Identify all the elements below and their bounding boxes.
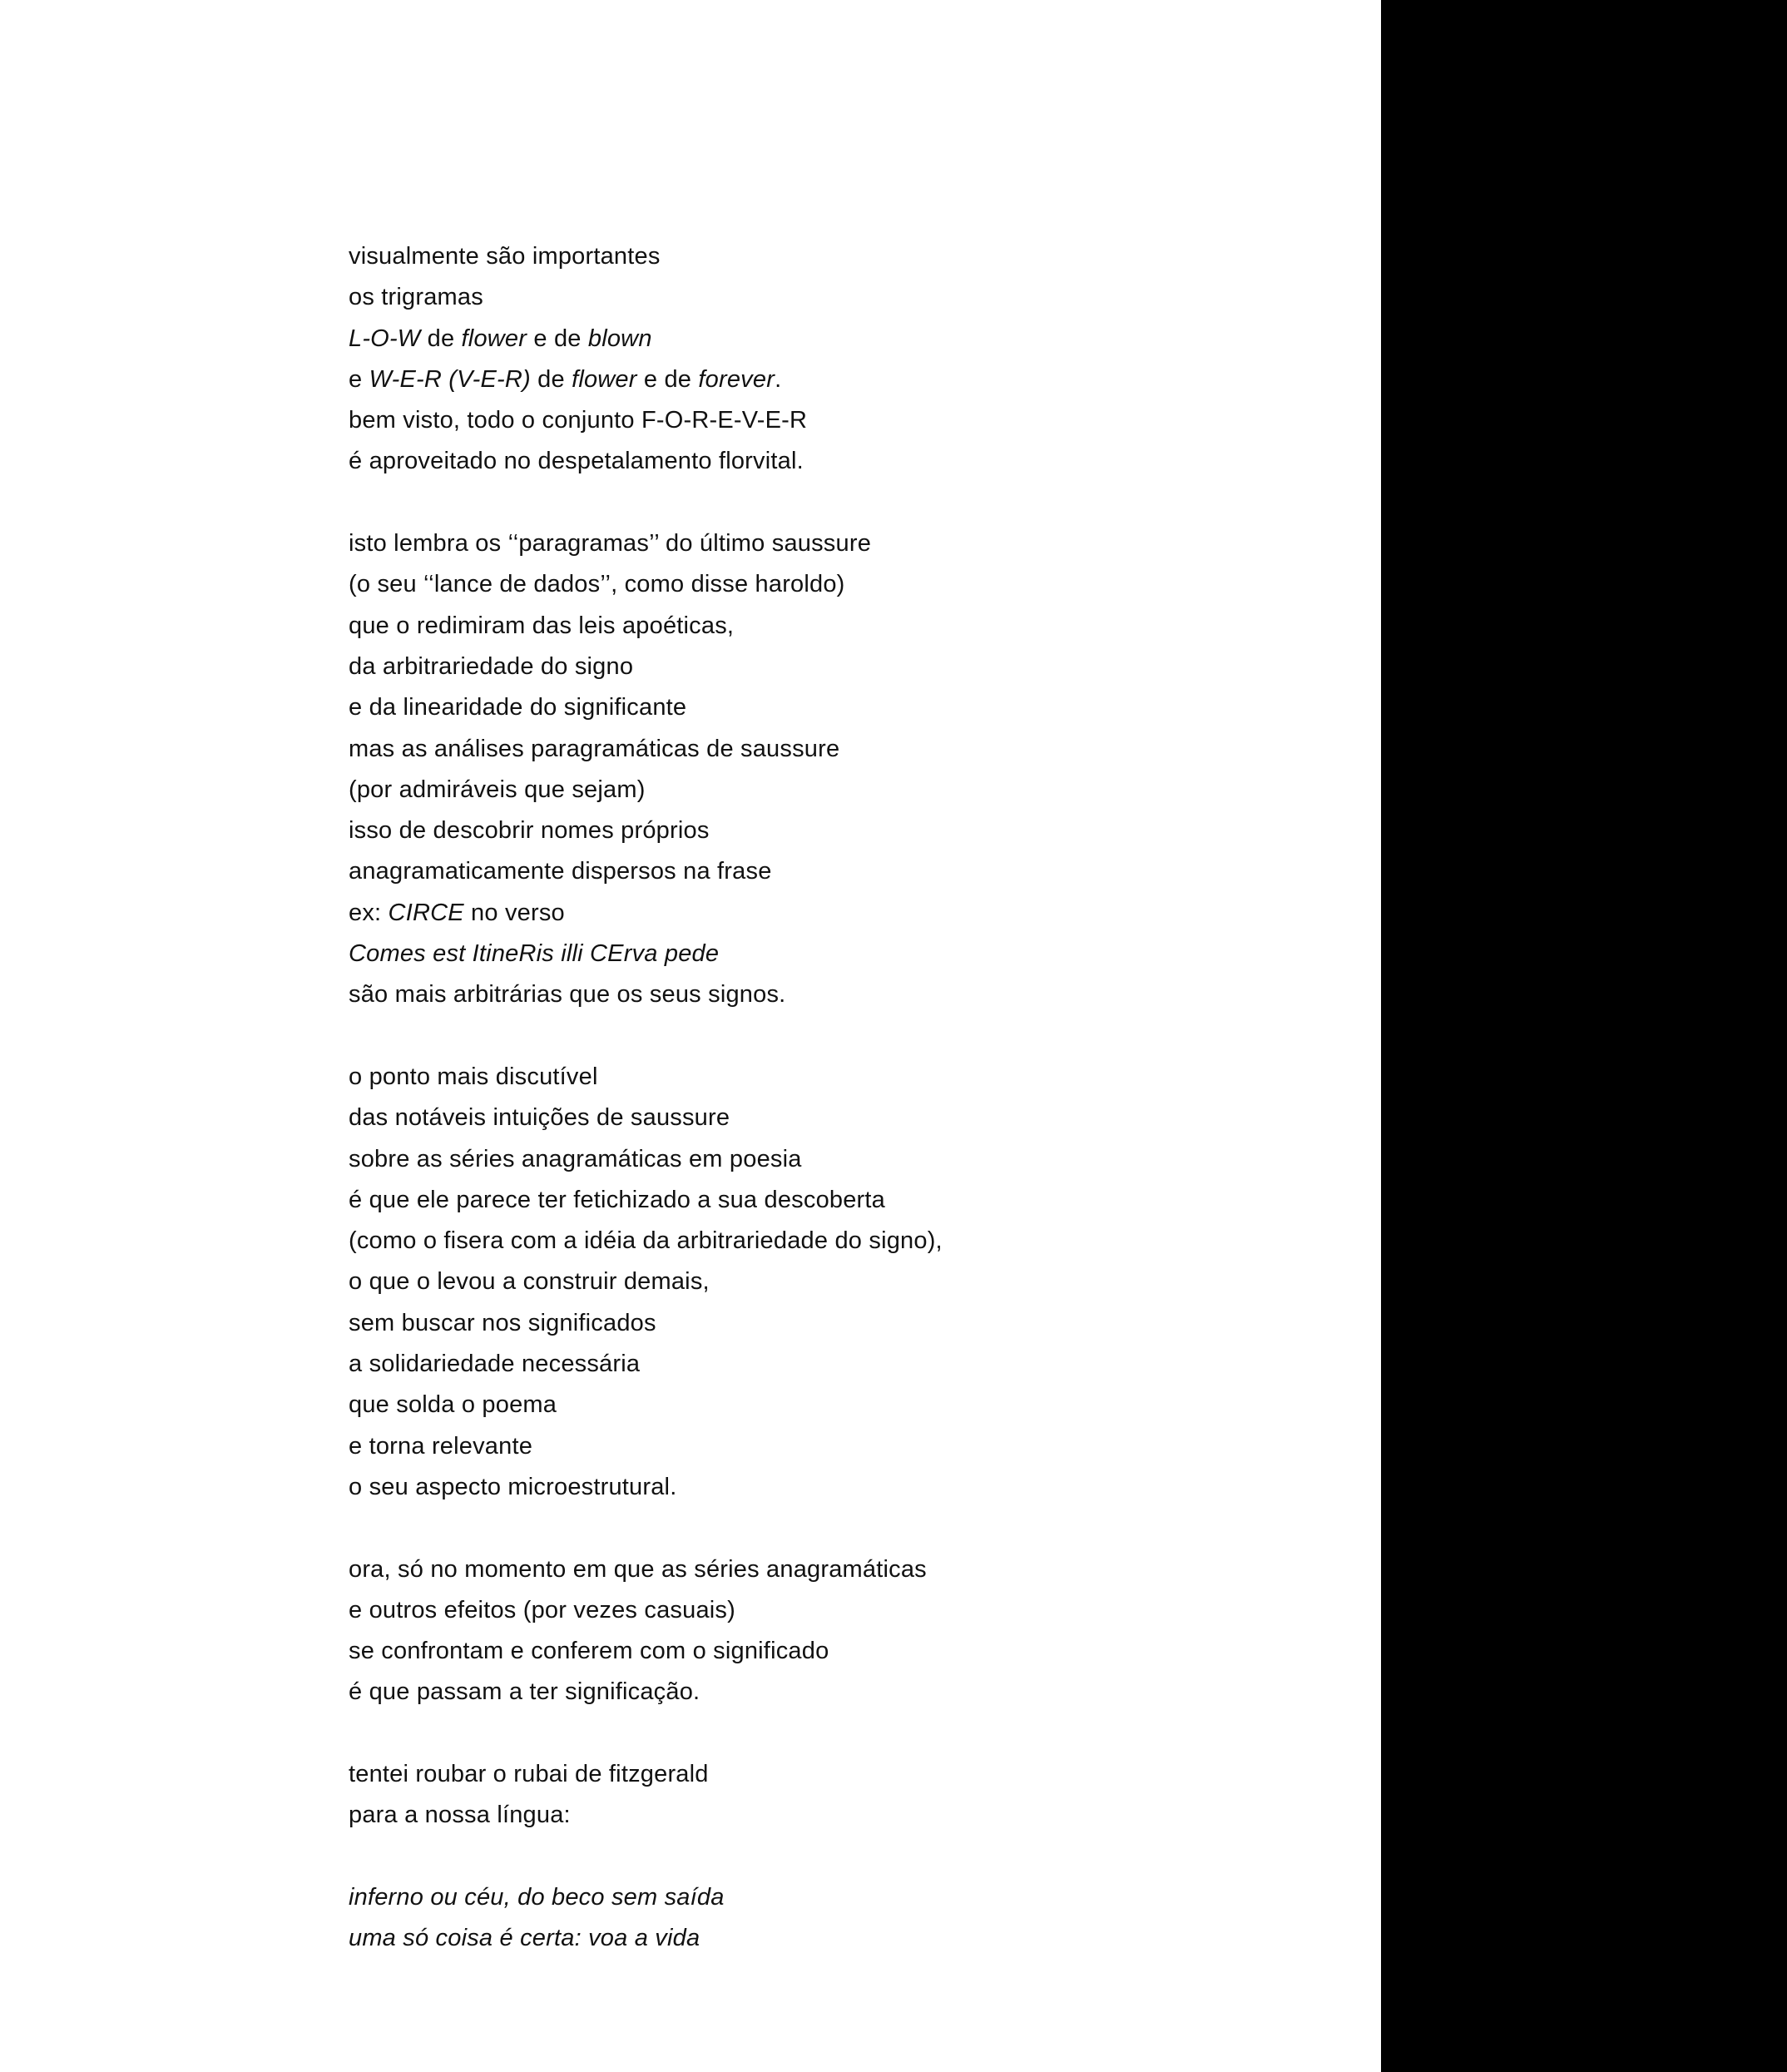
text-line (349, 400, 1347, 441)
text-segment: (o seu ‘‘lance de dados’’, como disse haroldo) (349, 571, 845, 598)
italic-text-segment: flower (461, 325, 527, 352)
text-line (349, 1590, 1347, 1631)
stanza (349, 1549, 1347, 1713)
text-segment: e de (636, 365, 699, 393)
text-line (349, 810, 1347, 851)
text-line (349, 1057, 1347, 1098)
text-line (349, 1344, 1347, 1385)
text-line (349, 1139, 1347, 1180)
text-line (349, 1877, 1347, 1918)
text-segment: e outros efeitos (por vezes casuais) (349, 1596, 735, 1623)
text-line (349, 1426, 1347, 1467)
text-line (349, 647, 1347, 687)
text-segment: e torna relevante (349, 1432, 533, 1460)
italic-text-segment: uma só coisa é certa: voa a vida (349, 1925, 700, 1952)
text-segment: é que ele parece ter fetichizado a sua descoberta (349, 1186, 885, 1213)
text-line (349, 523, 1347, 564)
italic-text-segment: flower (572, 365, 637, 393)
text-segment: e de (527, 325, 588, 352)
text-segment: e da linearidade do significante (349, 694, 687, 721)
text-line (349, 934, 1347, 974)
text-segment: (como o fisera com a idéia da arbitrariedade do signo), (349, 1227, 943, 1255)
text-segment: (por admiráveis que sejam) (349, 776, 646, 803)
text-line (349, 319, 1347, 359)
text-segment: de (530, 365, 572, 393)
text-segment: são mais arbitrárias que os seus signos. (349, 981, 786, 1009)
stanza (349, 1754, 1347, 1837)
poem-text (349, 236, 1347, 2000)
text-line (349, 1221, 1347, 1262)
stanza (349, 236, 1347, 483)
text-line (349, 277, 1347, 318)
text-segment: no verso (463, 899, 565, 926)
text-segment: tentei roubar o rubai de fitzgerald (349, 1760, 709, 1787)
text-line (349, 1754, 1347, 1795)
text-line (349, 687, 1347, 728)
text-line (349, 441, 1347, 482)
text-line (349, 1631, 1347, 1672)
italic-text-segment: forever (698, 365, 775, 393)
italic-text-segment: CIRCE (388, 899, 464, 926)
text-line (349, 1262, 1347, 1302)
text-segment: o que o levou a construir demais, (349, 1268, 710, 1296)
text-line (349, 1549, 1347, 1590)
text-line (349, 1918, 1347, 1959)
text-segment: isto lembra os ‘‘paragramas’’ do último saussure (349, 530, 872, 558)
text-segment: para a nossa língua: (349, 1802, 571, 1829)
text-line (349, 1180, 1347, 1221)
italic-text-segment: Comes est ItineRis illi CErva pede (349, 940, 720, 968)
italic-text-segment: inferno ou céu, do beco sem saída (349, 1883, 725, 1911)
stanza (349, 1057, 1347, 1508)
text-segment: mas as análises paragramáticas de saussure (349, 735, 840, 762)
text-segment: se confrontam e conferem com o significado (349, 1638, 829, 1665)
text-segment: o seu aspecto microestrutural. (349, 1473, 677, 1500)
text-segment: visualmente são importantes (349, 243, 661, 270)
text-line (349, 359, 1347, 400)
text-line (349, 1385, 1347, 1425)
text-segment: . (775, 365, 782, 393)
stanza (349, 1877, 1347, 1960)
text-segment: é que passam a ter significação. (349, 1678, 700, 1706)
text-line (349, 564, 1347, 605)
text-line (349, 606, 1347, 647)
text-line (349, 1303, 1347, 1344)
stanza (349, 523, 1347, 1016)
text-segment: o ponto mais discutível (349, 1063, 598, 1090)
text-line (349, 729, 1347, 770)
text-line (349, 1795, 1347, 1836)
text-segment: bem visto, todo o conjunto F-O-R-E-V-E-R (349, 407, 808, 434)
text-segment: isso de descobrir nomes próprios (349, 817, 710, 845)
text-segment: os trigramas (349, 284, 483, 311)
text-line (349, 893, 1347, 934)
text-segment: ora, só no momento em que as séries anagramáticas (349, 1555, 927, 1583)
text-segment: sobre as séries anagramáticas em poesia (349, 1145, 802, 1172)
text-segment: de (420, 325, 462, 352)
text-segment: ex: (349, 899, 389, 926)
text-line (349, 974, 1347, 1015)
text-segment: das notáveis intuições de saussure (349, 1104, 730, 1132)
text-segment: sem buscar nos significados (349, 1309, 656, 1336)
text-segment: da arbitrariedade do signo (349, 652, 634, 680)
text-segment: anagramaticamente dispersos na frase (349, 858, 772, 885)
scan-margin-band (1381, 0, 1787, 2072)
text-line (349, 851, 1347, 892)
text-segment: que o redimiram das leis apoéticas, (349, 612, 735, 639)
text-segment: que solda o poema (349, 1391, 557, 1419)
text-line (349, 1672, 1347, 1713)
italic-text-segment: W-E-R (V-E-R) (369, 365, 531, 393)
text-line (349, 1467, 1347, 1508)
italic-text-segment: L-O-W (349, 325, 421, 352)
text-segment: é aproveitado no despetalamento florvital. (349, 448, 804, 475)
italic-text-segment: blown (587, 325, 652, 352)
text-segment: e (349, 365, 369, 393)
text-line (349, 1098, 1347, 1138)
text-line (349, 236, 1347, 277)
text-line (349, 770, 1347, 810)
text-segment: a solidariedade necessária (349, 1351, 641, 1378)
